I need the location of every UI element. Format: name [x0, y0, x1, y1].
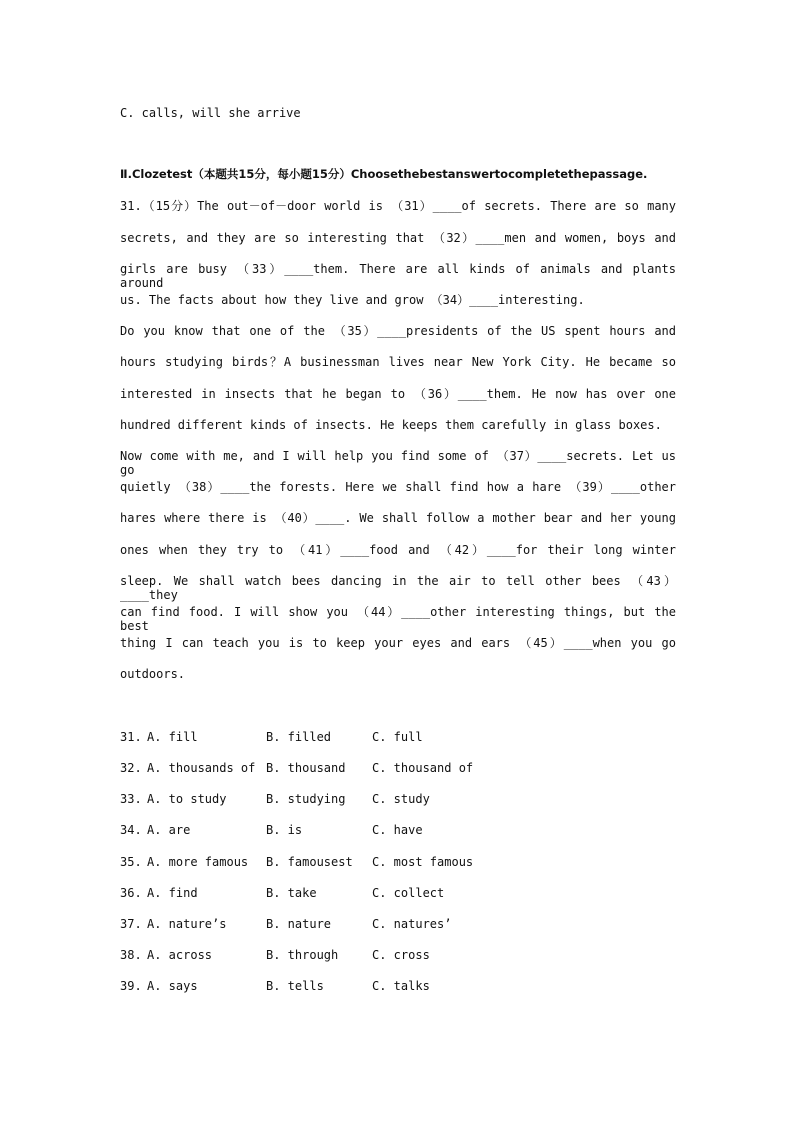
option-c: C. collect [372, 886, 445, 900]
question-number: 32. [120, 761, 142, 775]
option-c: C. study [372, 792, 430, 806]
option-a: A. fill [147, 730, 198, 744]
passage-line: Now come with me, and I will help you find some of （37）____secrets. Let us go [120, 449, 676, 477]
option-a: A. find [147, 886, 198, 900]
question-number: 37. [120, 917, 142, 931]
option-a: A. nature’s [147, 917, 227, 931]
passage-line: ones when they try to （41）____food and （42）____for their long winter [120, 543, 676, 557]
passage-line: hours studying birds？A businessman lives near New York City. He became so [120, 355, 676, 369]
option-b: B. through [266, 948, 339, 962]
option-a: A. says [147, 979, 198, 993]
option-c: C. most famous [372, 855, 474, 869]
option-b: B. is [266, 823, 303, 837]
option-a: A. across [147, 948, 213, 962]
question-number: 35. [120, 855, 142, 869]
option-a: A. are [147, 823, 191, 837]
option-a: A. to study [147, 792, 227, 806]
option-a: A. more famous [147, 855, 249, 869]
question-number: 31. [120, 730, 142, 744]
option-c: C. cross [372, 948, 430, 962]
passage-line: sleep. We shall watch bees dancing in the air to tell other bees （43）____they [120, 574, 676, 602]
option-b: B. thousand [266, 761, 346, 775]
option-c: C. talks [372, 979, 430, 993]
passage-line: us. The facts about how they live and grow （34）____interesting. [120, 293, 585, 307]
passage-line: hundred different kinds of insects. He keeps them carefully in glass boxes. [120, 418, 662, 432]
question-number: 34. [120, 823, 142, 837]
option-c: C. natures’ [372, 917, 452, 931]
option-b: B. nature [266, 917, 332, 931]
question-number: 33. [120, 792, 142, 806]
question-number: 38. [120, 948, 142, 962]
passage-line: outdoors. [120, 667, 186, 681]
question-number: 36. [120, 886, 142, 900]
question-number: 39. [120, 979, 142, 993]
option-c: C. full [372, 730, 423, 744]
option-b: B. tells [266, 979, 324, 993]
passage-line: quietly （38）____the forests. Here we shall find how a hare （39）____other [120, 480, 676, 494]
option-b: B. famousest [266, 855, 353, 869]
passage-line: can find food. I will show you （44）____other interesting things, but the best [120, 605, 676, 633]
option-a: A. thousands of [147, 761, 256, 775]
passage-line: girls are busy （33）____them. There are all kinds of animals and plants around [120, 262, 676, 290]
option-b: B. studying [266, 792, 346, 806]
passage-line: 31.（15分）The out－of－door world is （31）____of secrets. There are so many [120, 199, 676, 213]
passage-line: Do you know that one of the （35）____presidents of the US spent hours and [120, 324, 676, 338]
previous-question-option-c: C. calls, will she arrive [120, 106, 301, 120]
passage-line: secrets, and they are so interesting that （32）____men and women, boys and [120, 231, 676, 245]
option-b: B. filled [266, 730, 332, 744]
option-c: C. have [372, 823, 423, 837]
option-b: B. take [266, 886, 317, 900]
option-c: C. thousand of [372, 761, 474, 775]
passage-line: hares where there is （40）____. We shall follow a mother bear and her young [120, 511, 676, 525]
section-heading: Ⅱ.Clozetest（本题共15分，每小题15分）Choosethebestanswertocompletethepassage. [120, 167, 648, 181]
passage-line: thing I can teach you is to keep your eyes and ears （45）____when you go [120, 636, 676, 650]
passage-line: interested in insects that he began to （36）____them. He now has over one [120, 387, 676, 401]
